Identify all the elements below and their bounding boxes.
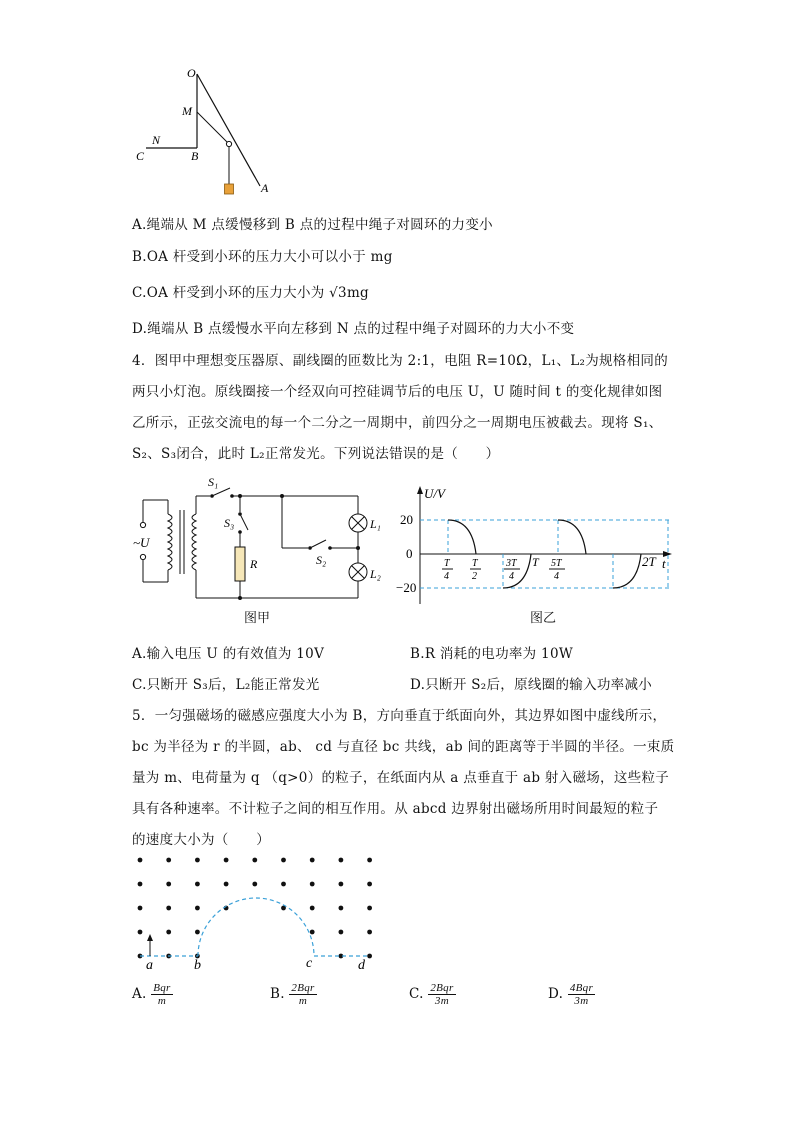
switch-s1 [212, 488, 230, 496]
q4-stem-line-4: S₂、S₃闭合，此时 L₂正常发光。下列说法错误的是（ ） [132, 446, 500, 462]
q5-option-c-fraction: $\frac{\text{2Bqr}}{3m}$ [430, 982, 454, 1007]
field-dot [339, 882, 344, 887]
q4-option-b: B.R 消耗的电功率为 10W [410, 646, 574, 662]
tick-2t: 2T [642, 554, 656, 569]
field-dot [195, 882, 200, 887]
field-dot [138, 906, 143, 911]
svg-text:5T: 5T [551, 558, 562, 569]
svg-text:T: T [444, 558, 450, 569]
field-dot [166, 882, 171, 887]
q5-stem-line-5: 的速度大小为（ ） [132, 832, 270, 848]
label-C: C [136, 149, 145, 163]
s2-label: S₂ [316, 553, 327, 567]
field-dot [310, 858, 315, 863]
label-N: N [152, 133, 161, 147]
tick-t4 [442, 558, 453, 582]
field-dot [138, 858, 143, 863]
wave-seg-3 [558, 520, 586, 554]
field-dot [339, 930, 344, 935]
caption-figure-a: 图甲 [244, 611, 271, 626]
field-dot [367, 882, 372, 887]
q4-option-a: A.输入电压 U 的有效值为 10V [132, 646, 325, 662]
resistor-r [235, 547, 245, 581]
q4-stem-line-1: 4．图甲中理想变压器原、副线圈的匝数比为 2:1，电阻 R=10Ω，L₁、L₂为规格相同的 [132, 353, 668, 369]
switch-s2 [310, 540, 326, 548]
wave-seg-1 [448, 520, 476, 554]
label-M: M [182, 104, 192, 118]
field-dot [367, 954, 372, 959]
q5-stem-line-1: 5．一匀强磁场的磁感应强度大小为 B，方向垂直于纸面向外，其边界如图中虚线所示， [132, 708, 667, 724]
q5-option-b-fraction: $\frac{\text{2Bqr}}{m}$ [291, 982, 315, 1007]
l2-label: L₂ [370, 567, 381, 581]
field-dot [195, 858, 200, 863]
svg-text:4: 4 [509, 571, 514, 582]
field-dot [310, 882, 315, 887]
field-dot [367, 906, 372, 911]
field-dot [138, 882, 143, 887]
field-dots [138, 858, 372, 959]
field-dot [310, 906, 315, 911]
boundary-semicircle [198, 898, 314, 956]
field-dot [339, 906, 344, 911]
field-dot [281, 882, 286, 887]
field-dot [367, 858, 372, 863]
q5-option-a: A. $\frac{\text{Bqr}}{m}$ [132, 982, 171, 1007]
source-label: ~U [133, 535, 150, 550]
field-dot [166, 906, 171, 911]
label-A: A [261, 181, 269, 195]
field-dot [252, 858, 257, 863]
svg-text:T: T [472, 558, 478, 569]
s1-label: S₁ [208, 475, 219, 489]
source-terminal-top [140, 522, 145, 527]
q5-option-c: C. $\frac{\text{2Bqr}}{3m}$ [409, 982, 454, 1007]
svg-text:4: 4 [444, 571, 449, 582]
tick-t2 [470, 558, 481, 582]
y-label-0: 0 [406, 546, 413, 561]
field-dot [367, 930, 372, 935]
arrow-head-icon [147, 934, 153, 941]
q3-option-b: B.OA 杆受到小环的压力大小可以小于 mg [132, 249, 393, 265]
q5-stem-line-4: 具有各种速率。不计粒子之间的相互作用。从 abcd 边界射出磁场所用时间最短的粒子 [132, 801, 659, 817]
svg-text:3T: 3T [506, 558, 517, 569]
field-dot [195, 906, 200, 911]
field-dot [252, 882, 257, 887]
q5-magnetic-field-figure [130, 850, 380, 975]
secondary-coil [192, 514, 196, 570]
q4-option-d: D.只断开 S₂后，原线圈的输入功率减小 [410, 677, 653, 693]
field-dot [166, 930, 171, 935]
field-dot [195, 930, 200, 935]
wave-seg-4 [613, 554, 641, 588]
q4-circuit-diagram [130, 472, 381, 607]
q4-stem-line-3: 乙所示，正弦交流电的每一个二分之一周期中，前四分之一周期电压被截去。现将 S₁、 [132, 415, 663, 431]
primary-coil [168, 514, 172, 570]
point-a-label: a [146, 958, 153, 973]
svg-text:4: 4 [554, 571, 559, 582]
q3-option-c: C.OA 杆受到小环的压力大小为 √3mg [132, 285, 369, 301]
source-terminal-bottom [140, 554, 145, 559]
label-O: O [187, 66, 196, 80]
point-c-label: c [306, 956, 313, 971]
l1-label: L₁ [370, 517, 381, 531]
svg-text:2: 2 [472, 571, 477, 582]
q5-option-b: B. $\frac{\text{2Bqr}}{m}$ [270, 982, 315, 1007]
field-dot [138, 930, 143, 935]
q3-option-a: A.绳端从 M 点缓慢移到 B 点的过程中绳子对圆环的力变小 [132, 217, 493, 233]
rope-MB-ring [197, 112, 229, 144]
q5-option-d-fraction: $\frac{\text{4Bqr}}{3m}$ [569, 982, 594, 1007]
t-axis-label: t [662, 556, 666, 571]
field-dot [339, 858, 344, 863]
r-label: R [250, 557, 258, 571]
q5-stem-line-3: 量为 m、电荷量为 q （q>0）的粒子，在纸面内从 a 点垂直于 ab 射入磁场，这些粒子 [132, 770, 670, 786]
q3-option-d: D.绳端从 B 点缓慢水平向左移到 N 点的过程中绳子对圆环的力大小不变 [132, 321, 575, 337]
field-dot [224, 858, 229, 863]
q3-figure [130, 64, 280, 200]
point-b-label: b [194, 958, 201, 973]
caption-figure-b: 图乙 [530, 611, 557, 626]
ring [226, 141, 231, 146]
field-dot [281, 858, 286, 863]
q4-voltage-graph [396, 484, 680, 606]
tick-t: T [532, 555, 539, 569]
q4-stem-line-2: 两只小灯泡。原线圈接一个经双向可控硅调节后的电压 U，U 随时间 t 的变化规律如图 [132, 384, 663, 400]
field-dot [310, 930, 315, 935]
q5-option-d: D. $\frac{\text{4Bqr}}{3m}$ [548, 982, 594, 1007]
q5-stem-line-2: bc 为半径为 r 的半圆，ab、 cd 与直径 bc 共线，ab 间的距离等于半圆的半径。一束质 [132, 739, 675, 755]
switch-s3 [240, 514, 248, 530]
y-label-neg20: −20 [396, 580, 417, 595]
field-dot [224, 882, 229, 887]
tick-5t4 [549, 558, 565, 582]
field-dot [166, 858, 171, 863]
s3-label: S₃ [224, 516, 235, 530]
point-d-label: d [358, 958, 365, 973]
tick-3t4 [504, 558, 520, 582]
weight-block [225, 184, 234, 194]
y-axis-label: U/V [424, 486, 445, 501]
label-B: B [191, 149, 199, 163]
q5-option-a-fraction: $\frac{\text{Bqr}}{m}$ [153, 982, 171, 1007]
y-label-20: 20 [400, 512, 413, 527]
q4-option-c: C.只断开 S₃后，L₂能正常发光 [132, 677, 320, 693]
